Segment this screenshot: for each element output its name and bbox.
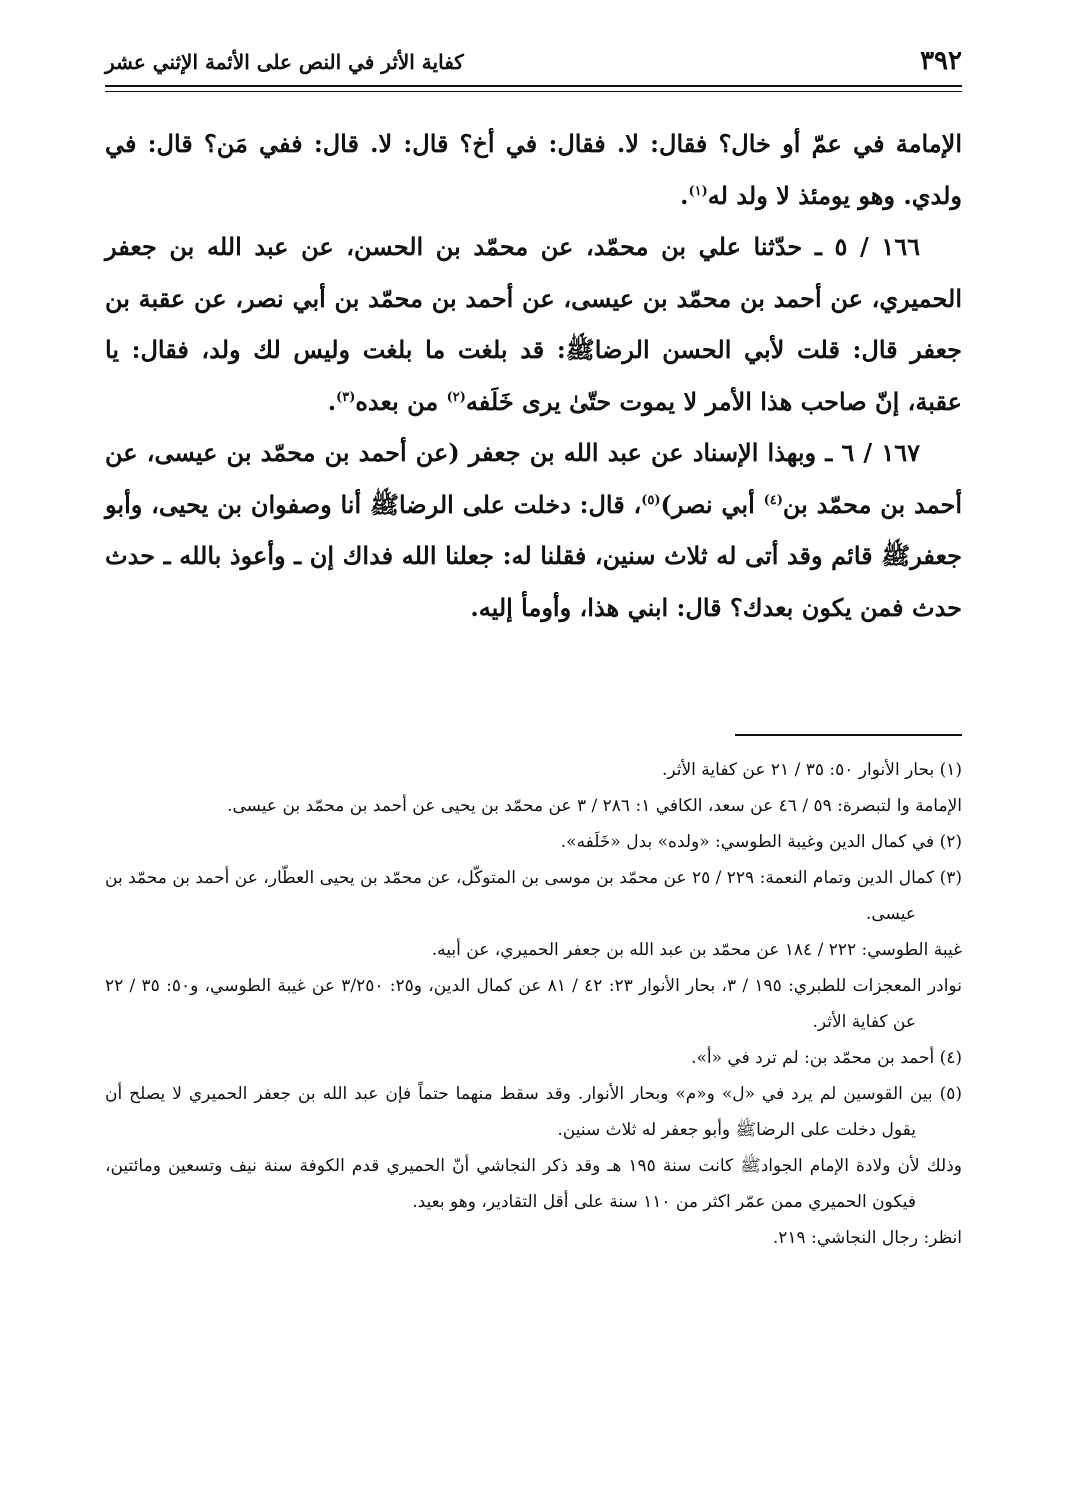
- footnote-5-continued-1: وذلك لأن ولادة الإمام الجوادﷺ كانت سنة ١٩٥ هـ وقد ذكر النجاشي أنّ الحميري قدم الكوفة سنة نيف وتسعين ومائتين، فيكون الحميري ممن عمّر اكثر من ١١٠ سنة على أقل التقادير، وهو بعيد.: [105, 1156, 962, 1212]
- hadith-167-mid: أبي نصر): [660, 489, 764, 519]
- hadith-167-text: ١٦٧ / ٦ ـ وبهذا الإسناد عن عبد الله بن جعفر (عن أحمد بن محمّد بن عيسى، عن أحمد بن محمّد بن: [105, 438, 962, 519]
- footnote-ref-3[interactable]: (٣): [336, 389, 356, 405]
- hadith-167-rest: ، قال: دخلت على الرضاﷺ أنا وصفوان بن يحيى، وأبو جعفرﷺ قائم وقد أتى له ثلاث سنين، فقلنا له: جعلنا الله فداك إن ـ وأعوذ بالله ـ حدث حدث فمن يكون بعدك؟ قال: ابني هذا، وأومأ إليه.: [105, 489, 962, 622]
- hadith-166-mid: من بعده: [355, 386, 447, 416]
- footnote-5: (٥) بين القوسين لم يرد في «ل» و«م» وبحار الأنوار. وقد سقط منهما حتماً فإن عبد الله بن جعفر الحميري لا يصلح أن يقول دخلت على الرضاﷺ وأبو جعفر له ثلاث سنين.: [105, 1084, 962, 1140]
- main-text: [105, 118, 962, 633]
- header-rule-thin: [105, 91, 962, 92]
- hadith-166: [105, 221, 962, 427]
- hadith-166-end: .: [327, 386, 337, 416]
- footnote-ref-2[interactable]: (٢): [446, 389, 466, 405]
- page-number: ٣٩٢: [920, 46, 962, 76]
- footnote-3-continued-1: غيبة الطوسي: ٢٢٢ / ١٨٤ عن محمّد بن عبد الله بن جعفر الحميري، عن أبيه.: [431, 940, 962, 960]
- footnote-separator: [735, 734, 962, 736]
- footnote-5-continued-2: انظر: رجال النجاشي: ٢١٩.: [772, 1228, 962, 1248]
- footnote-4: (٤) أحمد بن محمّد بن: لم ترد في «أ».: [691, 1048, 962, 1068]
- footnote-3: (٣) كمال الدين وتمام النعمة: ٢٢٩ / ٢٥ عن محمّد بن موسى بن المتوكّل، عن محمّد بن يحيى العطّار، عن أحمد بن محمّد بن عيسى.: [105, 868, 962, 924]
- footnote-1-continued: الإمامة وا لتبصرة: ٥٩ / ٤٦ عن سعد، الكافي ١: ٢٨٦ / ٣ عن محمّد بن يحيى عن أحمد بن محمّد بن عيسى.: [227, 796, 962, 816]
- paragraph-1-end: .: [680, 180, 689, 210]
- footnote-2: (٢) في كمال الدين وغيبة الطوسي: «ولده» بدل «خَلَفه».: [560, 832, 962, 852]
- paragraph-1: [105, 118, 962, 221]
- running-title: كفاية الأثر في النص على الأئمة الإثني عشر: [105, 50, 464, 74]
- hadith-166-text: ١٦٦ / ٥ ـ حدّثنا علي بن محمّد، عن محمّد بن الحسن، عن عبد الله بن جعفر الحميري، عن أحمد بن محمّد بن عيسى، عن أحمد بن محمّد بن أبي نصر، عن عقبة بن جعفر قال: قلت لأبي الحسن الرضاﷺ: قد بلغت ما بلغت وليس لك ولد، فقال: يا عقبة، إنّ صاحب هذا الأمر لا يموت حتّىٰ يرى خَلَفه: [105, 232, 962, 416]
- footnote-ref-1[interactable]: (١): [688, 183, 708, 199]
- footnote-3-continued-2: نوادر المعجزات للطبري: ١٩٥ / ٣، بحار الأنوار ٢٣: ٤٢ / ٨١ عن كمال الدين، و٢٥: ٣/٢٥٠ عن غيبة الطوسي، و٥٠: ٣٥ / ٢٢ عن كفاية الأثر.: [105, 976, 962, 1032]
- footnotes: [105, 752, 962, 1256]
- footnote-ref-5[interactable]: (٥): [641, 492, 661, 508]
- paragraph-1-text: الإمامة في عمّ أو خال؟ فقال: لا. فقال: في أخ؟ قال: لا. قال: ففي مَن؟ قال: في ولدي. وهو يومئذ لا ولد له: [105, 129, 962, 210]
- hadith-167: [105, 427, 962, 633]
- header-rule-thick: [105, 85, 962, 87]
- footnote-1: (١) بحار الأنوار ٥٠: ٣٥ / ٢١ عن كفاية الأثر.: [661, 760, 962, 780]
- footnote-ref-4[interactable]: (٤): [763, 492, 783, 508]
- page-header: [105, 48, 962, 84]
